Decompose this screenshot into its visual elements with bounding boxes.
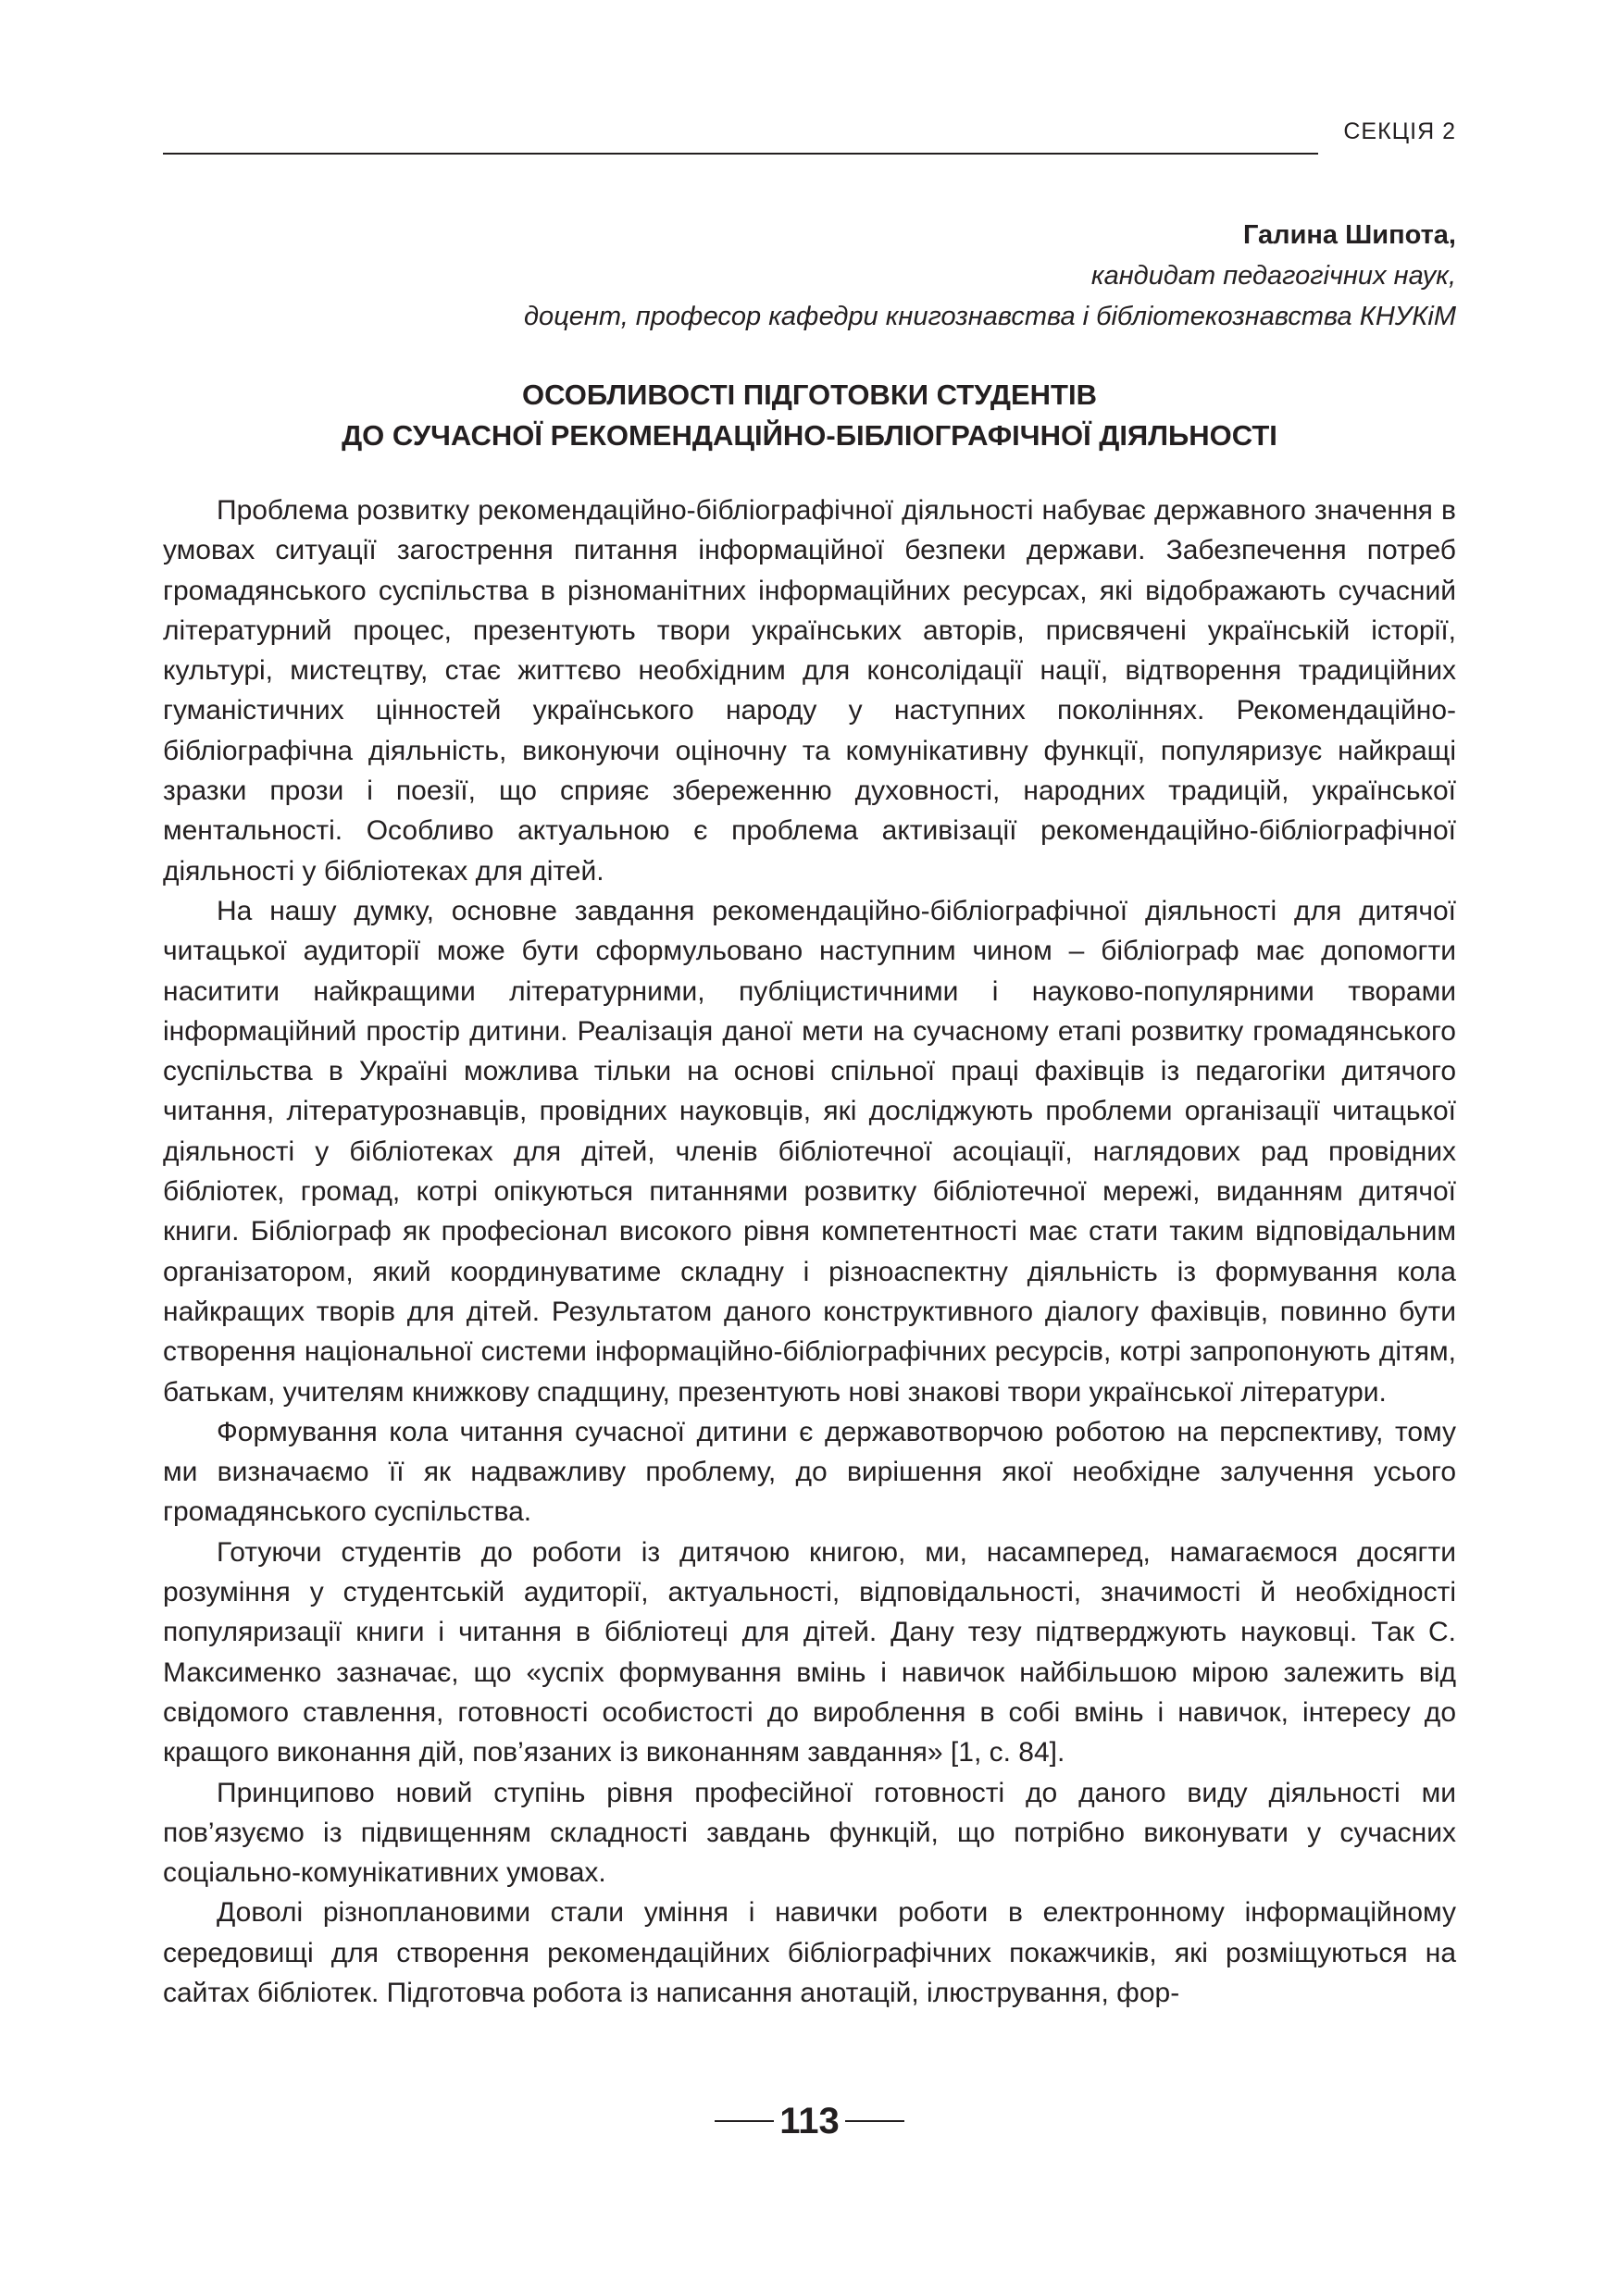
author-block [524, 215, 1456, 337]
article-title-line-1: ОСОБЛИВОСТІ ПІДГОТОВКИ СТУДЕНТІВ [522, 379, 1097, 411]
article-body [163, 490, 1456, 2013]
paragraph-4: Готуючи студентів до роботи із дитячою книгою, ми, насамперед, намагаємося досягти розуміння у студентській аудиторії, актуальності, відповідальності, значимості й необхідності популяризації книги і читання в бібліотеці для дітей. Дану тезу підтверджують науковці. Так С. Максименко зазначає, що «успіх формування вмінь і навичок найбільшою мірою залежить від свідомого ставлення, готовності особистості до вироблення в собі вмінь і навичок, інтересу до кращого виконання дій, пов’язаних із виконанням завдання» [1, с. 84]. [163, 1536, 1456, 1769]
footer-rule-right [845, 2120, 904, 2122]
author-degree: кандидат педагогічних наук, [1090, 261, 1456, 291]
paragraph-2: На нашу думку, основне завдання рекомендаційно-бібліографічної діяльності для дитячої читацької аудиторії може бути сформульовано наступним чином – бібліограф має допомогти наситити найкращими літературними, публіцистичними і науково-популярними творами інформаційний простір дитини. Реалізація даної мети на сучасному етапі розвитку громадянського суспільства в Україні можлива тільки на основі спільної праці фахівців із педагогіки дитячого читання, літературознавців, провідних науковців, які досліджують проблеми організації читацької діяльності у бібліотеках для дітей, членів бібліотечної асоціації, наглядових рад провідних бібліотек, громад, котрі опікуються питаннями розвитку бібліотечної мережі, виданням дитячої книги. Бібліограф як професіонал високого рівня компетентності має стати таким відповідальним організатором, який координуватиме складну і різноаспектну діяльність із формування кола найкращих творів для дітей. Результатом даного конструктивного діалогу фахівців, повинно бути створення національної системи інформаційно-бібліографічних ресурсів, котрі запропонують дітям, батькам, учителям книжкову спадщину, презентують нові знакові твори української літератури. [163, 895, 1456, 1408]
paragraph-3: Формування кола читання сучасної дитини є державотворчою роботою на перспективу, тому ми визначаємо її як надважливу проблему, до вирішення якої необхідне залучення усього громадянського суспільства. [163, 1416, 1456, 1528]
author-position: доцент, професор кафедри книгознавства і бібліотекознавства КНУКіМ [524, 302, 1456, 331]
footer-rule-left [715, 2120, 774, 2122]
article-title-line-2: ДО СУЧАСНОЇ РЕКОМЕНДАЦІЙНО-БІБЛІОГРАФІЧНОЇ ДІЯЛЬНОСТІ [342, 419, 1277, 452]
running-header-section: СЕКЦІЯ 2 [1343, 118, 1456, 144]
paragraph-1: Проблема розвитку рекомендаційно-бібліографічної діяльності набуває державного значення в умовах ситуації загострення питання інформаційної безпеки держави. Забезпечення потреб громадянського суспільства в різноманітних інформаційних ресурсах, які відображають сучасний літературний процес, презентують твори українських авторів, присвячені українській історії, культурі, мистецтву, стає життєво необхідним для консолідації нації, відтворення традиційних гуманістичних цінностей українського народу у наступних поколіннях. Рекомендаційно-бібліографічна діяльність, виконуючи оціночну та комунікативну функції, популяризує найкращі зразки прози і поезії, що сприяє збереженню духовності, народних традицій, української ментальності. Особливо актуальною є проблема активізації рекомендаційно-бібліографічної діяльності у бібліотеках для дітей. [163, 495, 1456, 887]
paragraph-6: Доволі різноплановими стали уміння і навички роботи в електронному інформаційному середовищі для створення рекомендаційних бібліографічних покажчиків, які розміщуються на сайтах бібліотек. Підготовча робота із написання анотацій, ілюстрування, фор- [163, 1897, 1456, 2008]
page-number: 113 [779, 2101, 840, 2141]
header-rule [163, 153, 1318, 155]
paragraph-5: Принципово новий ступінь рівня професійної готовності до даного виду діяльності ми пов’язуємо із підвищенням складності завдань функцій, що потрібно виконувати у сучасних соціально-комунікативних умовах. [163, 1777, 1456, 1889]
author-name: Галина Шипота, [1242, 220, 1456, 250]
article-title [163, 375, 1456, 456]
page-footer [0, 2099, 1619, 2143]
